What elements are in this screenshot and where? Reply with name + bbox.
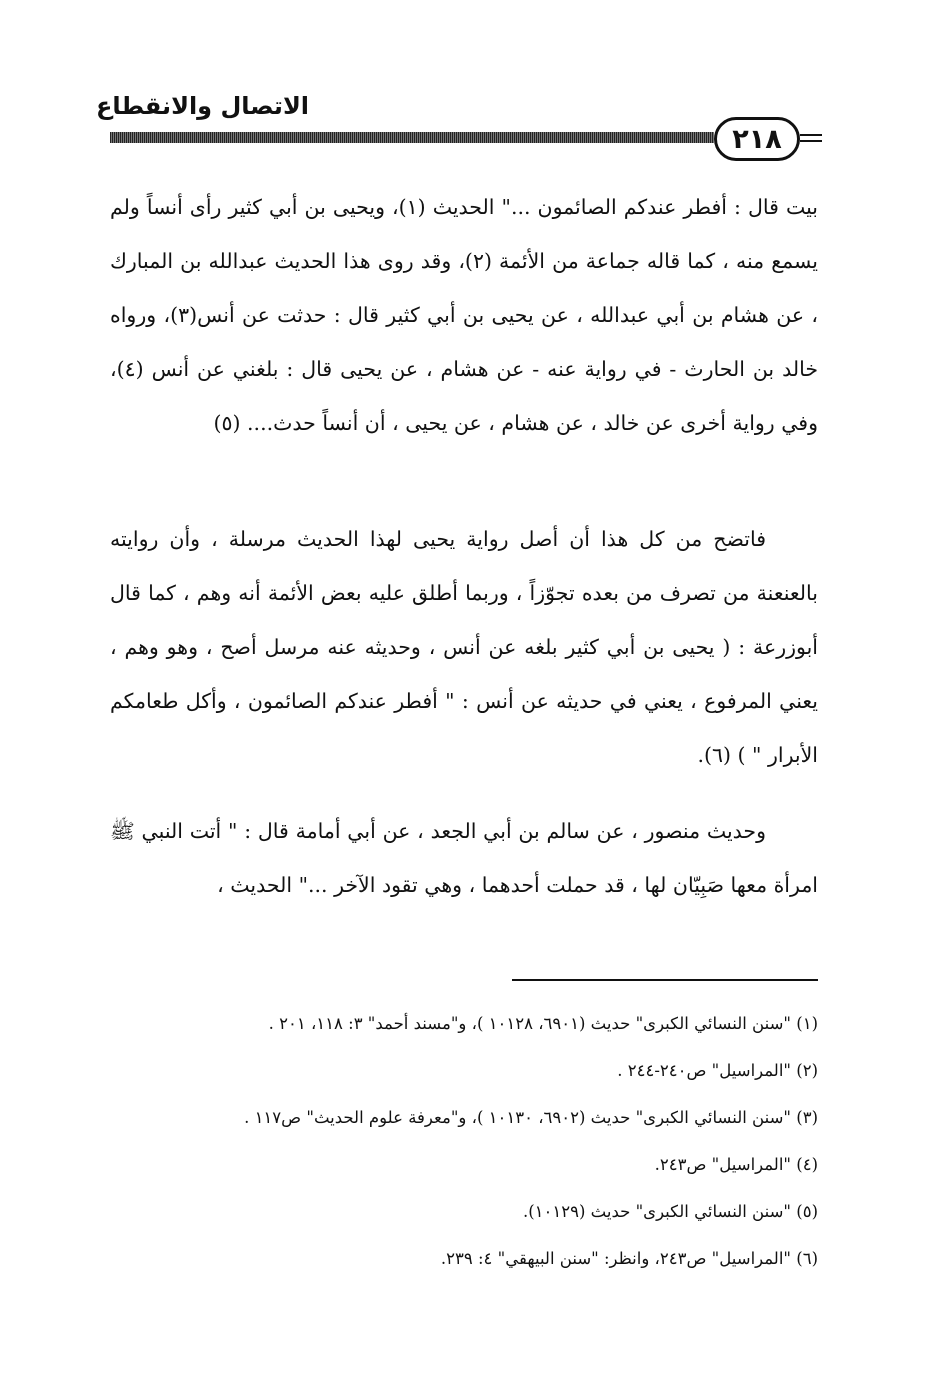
footnote-2: (٢) "المراسيل" ص٢٤٠-٢٤٤ . [617,1061,818,1080]
paragraph-1 [110,180,818,450]
paragraph-3-text: وحديث منصور ، عن سالم بن أبي الجعد ، عن أبي أمامة قال : " أتت النبي ﷺ امرأة معها صَبِيّان لها ، قد حملت أحدهما ، وهي تقود الآخر ..." الحديث ، [110,819,818,897]
footnote-4: (٤) "المراسيل" ص٢٤٣. [654,1155,818,1174]
paragraph-3 [110,804,818,912]
paragraph-2 [110,512,818,782]
footnotes-list [98,1000,818,1282]
header-rule [110,132,714,143]
footnote-5: (٥) "سنن النسائي الكبرى" حديث (١٠١٢٩). [522,1202,818,1221]
footnote-1: (١) "سنن النسائي الكبرى" حديث (٦٩٠١، ١٠١٢٨ )، و"مسند أحمد" ٣: ١١٨، ٢٠١ . [268,1014,818,1033]
page-number: ٢١٨ [714,117,800,161]
header-rule-end [800,134,822,142]
paragraph-1-text: بيت قال : أفطر عندكم الصائمون ..." الحديث (١)، ويحيى بن أبي كثير رأى أنساً ولم يسمع منه ، كما قاله جماعة من الأئمة (٢)، وقد روى هذا الحديث عبدالله بن المبارك ، عن هشام بن أبي عبدالله ، عن يحيى بن أبي كثير قال : حدثت عن أنس(٣)، ورواه خالد بن الحارث - في رواية عنه - عن هشام ، عن يحيى قال : بلغني عن أنس (٤)، وفي رواية أخرى عن خالد ، عن هشام ، عن يحيى ، أن أنساً حدث.... (٥) [110,195,819,435]
footnote-3: (٣) "سنن النسائي الكبرى" حديث (٦٩٠٢، ١٠١٣٠ )، و"معرفة علوم الحديث" ص١١٧ . [244,1108,818,1127]
footnote-separator [512,979,818,981]
running-title: الاتصال والانقطاع [96,92,310,120]
paragraph-2-text: فاتضح من كل هذا أن أصل رواية يحيى لهذا الحديث مرسلة ، وأن روايته بالعنعنة من تصرف من بعده تجوّزاً ، وربما أطلق عليه بعض الأئمة أنه وهم ، كما قال أبوزرعة : ( يحيى بن أبي كثير بلغه عن أنس ، وحديثه عنه مرسل أصح ، وهو وهم ، يعني المرفوع ، يعني في حديثه عن أنس : " أفطر عندكم الصائمون ، وأكل طعامكم الأبرار " ) (٦). [110,527,818,767]
footnote-6: (٦) "المراسيل" ص٢٤٣، وانظر: "سنن البيهقي" ٤: ٢٣٩. [440,1249,818,1268]
